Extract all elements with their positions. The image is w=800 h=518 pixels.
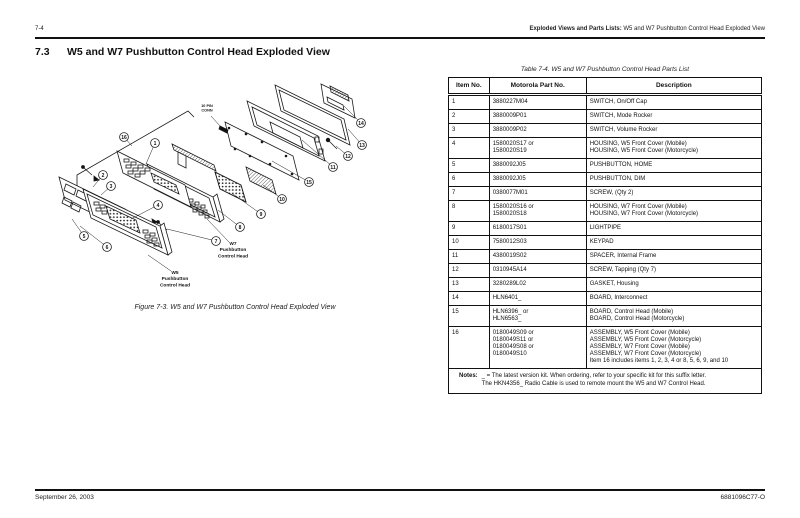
table-row — [449, 292, 762, 306]
cell-item-no: 12 — [449, 264, 490, 278]
notes-row — [449, 369, 762, 394]
section-number: 7.3 — [35, 46, 50, 58]
svg-text:W7PushbuttonControl Head: W7 Pushbutton Control Head — [217, 242, 249, 260]
table-row — [449, 124, 762, 138]
footer-rule — [35, 489, 765, 491]
svg-text:9: 9 — [259, 211, 263, 218]
parts-table-head — [449, 78, 762, 95]
cell-description: HOUSING, W5 Front Cover (Mobile) HOUSING, W5 Front Cover (Motorcycle) — [586, 138, 761, 159]
cell-item-no: 13 — [449, 278, 490, 292]
cell-item-no: 5 — [449, 159, 490, 173]
svg-text:16: 16 — [121, 134, 127, 141]
header-rule — [35, 37, 765, 39]
cell-item-no: 2 — [449, 110, 490, 124]
svg-text:7: 7 — [214, 238, 218, 245]
callout-13 — [348, 129, 366, 149]
cell-item-no: 1 — [449, 95, 490, 110]
cell-item-no: 7 — [449, 187, 490, 201]
cell-item-no: 3 — [449, 124, 490, 138]
w5-label — [148, 255, 190, 288]
cell-part-no: 3880092J05 — [489, 159, 586, 173]
cell-description: KEYPAD — [586, 236, 761, 250]
cell-item-no: 14 — [449, 292, 490, 306]
cell-item-no: 15 — [449, 306, 490, 327]
col-header-part: Motorola Part No. — [489, 78, 586, 95]
cell-part-no: 3880009P02 — [489, 124, 586, 138]
table-row — [449, 278, 762, 292]
running-header-text: W5 and W7 Pushbutton Control Head Exploded View — [621, 26, 765, 32]
svg-text:13: 13 — [359, 142, 365, 149]
notes-text — [482, 373, 706, 388]
svg-text:8: 8 — [238, 224, 242, 231]
part-keypad — [246, 167, 276, 194]
callout-10 — [263, 185, 286, 203]
svg-text:12: 12 — [345, 153, 351, 160]
page-number: 7-4 — [35, 26, 44, 32]
cell-part-no: HLN6401_ — [489, 292, 586, 306]
cell-part-no: 6180017S01 — [489, 222, 586, 236]
cell-part-no: 3280289L02 — [489, 278, 586, 292]
table-row — [449, 250, 762, 264]
table-row — [449, 222, 762, 236]
notes-label: Notes: — [459, 373, 478, 379]
cell-description: SCREW, Tapping (Qty 7) — [586, 264, 761, 278]
section-title: W5 and W7 Pushbutton Control Head Exploded View — [67, 46, 330, 58]
screw-glyph-left — [82, 166, 100, 182]
parts-table-foot — [449, 369, 762, 394]
callout-3 — [101, 182, 115, 195]
cell-part-no: 1580020S17 or 1580020S19 — [489, 138, 586, 159]
parts-table-section — [448, 66, 762, 394]
svg-text:3: 3 — [109, 183, 113, 190]
cell-description: LIGHTPIPE — [586, 222, 761, 236]
footer-doc-number: 6881096C77-O — [720, 494, 765, 501]
callout-16 — [120, 133, 132, 146]
callout-12 — [336, 146, 352, 160]
figure-caption: Figure 7-3. W5 and W7 Pushbutton Control Head Exploded View — [134, 304, 336, 311]
col-header-item: Item No. — [449, 78, 490, 95]
table-row — [449, 110, 762, 124]
cell-description: SWITCH, Volume Rocker — [586, 124, 761, 138]
cell-description: SWITCH, Mode Rocker — [586, 110, 761, 124]
cell-part-no: 0310945A14 — [489, 264, 586, 278]
cell-description: PUSHBUTTON, DIM — [586, 173, 761, 187]
cell-part-no: 0380077M01 — [489, 187, 586, 201]
cell-part-no: 3880092J05 — [489, 173, 586, 187]
cell-description: BOARD, Interconnect — [586, 292, 761, 306]
table-row — [449, 187, 762, 201]
section-heading — [35, 46, 330, 58]
header-row — [449, 78, 762, 95]
cell-description: GASKET, Housing — [586, 278, 761, 292]
callout-1 — [146, 139, 159, 164]
callout-14 — [344, 106, 365, 127]
table-row — [449, 95, 762, 110]
svg-text:10: 10 — [279, 196, 285, 203]
part-screw-tapping — [326, 138, 337, 149]
svg-text:5: 5 — [82, 233, 86, 240]
cell-item-no: 6 — [449, 173, 490, 187]
running-header-bold: Exploded Views and Parts Lists: — [529, 26, 622, 32]
cell-item-no: 9 — [449, 222, 490, 236]
cell-description: SPACER, Internal Frame — [586, 250, 761, 264]
table-row — [449, 159, 762, 173]
callout-9 — [233, 194, 265, 218]
table-row — [449, 138, 762, 159]
svg-text:4: 4 — [156, 202, 160, 209]
svg-text:10 PINCONN: 10 PIN CONN — [201, 104, 213, 113]
svg-text:14: 14 — [358, 120, 364, 127]
table-row — [449, 236, 762, 250]
cell-description: BOARD, Control Head (Mobile) BOARD, Control Head (Motorcycle) — [586, 306, 761, 327]
part-lightpipe — [215, 172, 246, 202]
cell-part-no: HLN6396_ or HLN6563_ — [489, 306, 586, 327]
cell-item-no: 11 — [449, 250, 490, 264]
cell-item-no: 8 — [449, 201, 490, 222]
cell-description: SCREW, (Qty 2) — [586, 187, 761, 201]
callout-5 — [72, 219, 88, 240]
svg-text:2: 2 — [101, 172, 105, 179]
cell-description: HOUSING, W7 Front Cover (Mobile) HOUSING, W7 Front Cover (Motorcycle) — [586, 201, 761, 222]
cell-description: PUSHBUTTON, HOME — [586, 159, 761, 173]
cell-part-no: 4380019S02 — [489, 250, 586, 264]
exploded-view-diagram — [30, 68, 440, 306]
svg-text:W5PushbuttonControl Head: W5 Pushbutton Control Head — [159, 271, 191, 289]
svg-text:11: 11 — [330, 164, 336, 171]
cell-description: ASSEMBLY, W5 Front Cover (Mobile) ASSEMBLY, W5 Front Cover (Motorcycle) ASSEMBLY, W7 Front Cover (Mobile) ASSEMBLY, W7 Front Cover (Motorcycle) Item 16 includes items 1, 2, 3, 4 or 8, 5, 6, 9, and 10 — [586, 327, 761, 369]
parts-table — [448, 77, 762, 394]
table-row — [449, 173, 762, 187]
cell-description: SWITCH, On/Off Cap — [586, 95, 761, 110]
cell-part-no: 0180049S09 or 0180049S11 or 0180049S08 or 0180049S10 — [489, 327, 586, 369]
svg-text:1: 1 — [153, 140, 157, 147]
cell-part-no: 1580020S16 or 1580020S18 — [489, 201, 586, 222]
cell-item-no: 4 — [449, 138, 490, 159]
table-row — [449, 306, 762, 327]
note-line: The HKN4356_ Radio Cable is used to remote mount the W5 and W7 Control Head. — [481, 380, 706, 387]
svg-text:6: 6 — [105, 244, 109, 251]
cell-part-no: 3880227M04 — [489, 95, 586, 110]
note-line: _ = The latest version kit. When ordering, refer to your specific kit for this suffix letter. — [481, 373, 707, 379]
part-flex-strip — [172, 144, 216, 171]
table-row — [449, 264, 762, 278]
cell-part-no: 3880009P01 — [489, 110, 586, 124]
parts-table-body — [449, 95, 762, 369]
notes-cell — [449, 369, 762, 394]
running-header — [529, 26, 765, 32]
footer-date: September 26, 2003 — [35, 494, 94, 501]
table-row — [449, 201, 762, 222]
table-row — [449, 327, 762, 369]
svg-text:15: 15 — [306, 179, 312, 186]
cell-item-no: 10 — [449, 236, 490, 250]
col-header-desc: Description — [586, 78, 761, 95]
table-title: Table 7-4. W5 and W7 Pushbutton Control Head Parts List — [520, 66, 690, 73]
ten-pin-conn-label — [201, 104, 220, 126]
cell-part-no: 7580012S03 — [489, 236, 586, 250]
callout-7 — [167, 229, 220, 245]
cell-item-no: 16 — [449, 327, 490, 369]
